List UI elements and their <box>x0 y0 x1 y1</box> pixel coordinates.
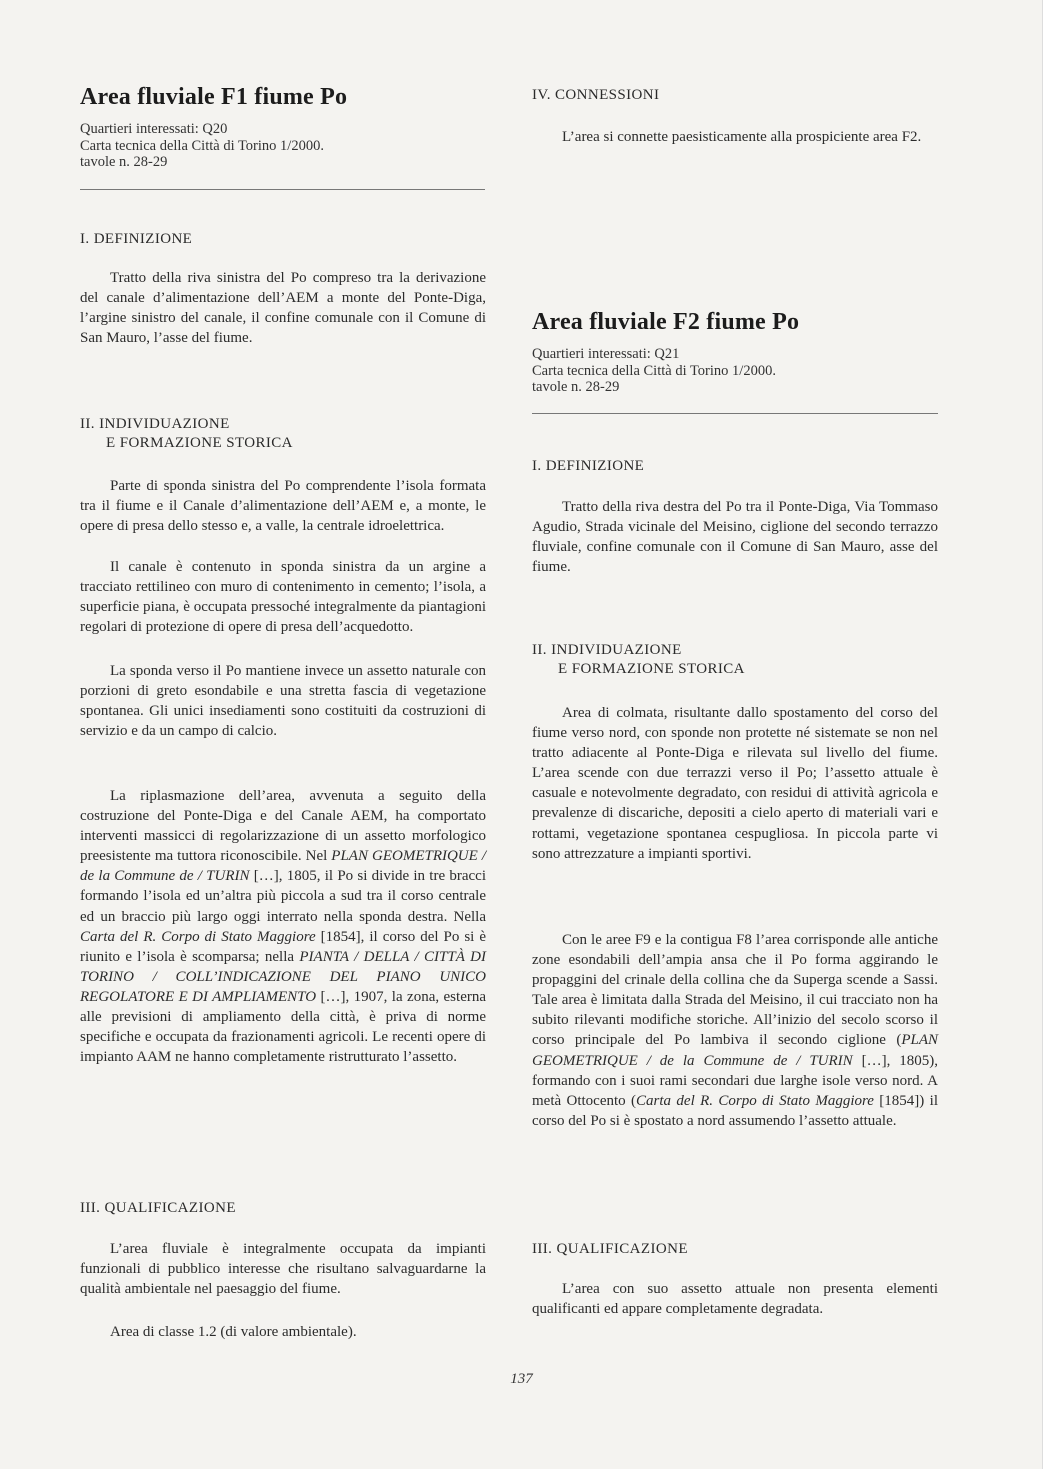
text-run: […], 1907, la zona, esterna alle previsioni di ampliamento della città, è priva di norme specifiche e occupata da frazionamenti agricoli. Le recenti opere di impianto AAM ne hanno completamente ristrutturato l’assetto. <box>80 988 487 1066</box>
paragraph-definizione: Tratto della riva sinistra del Po compreso tra la derivazione del canale d’alimentazione dell’AEM a monte del Ponte-Diga, l’argine sinistro del canale, il confine comunale con il Comune di San Mauro, l’asse del fiume. <box>80 270 486 347</box>
paragraph-qualificazione-2: Area di classe 1.2 (di valore ambientale). <box>110 1324 357 1340</box>
divider-rule <box>80 189 485 190</box>
heading-line-2: E FORMAZIONE STORICA <box>106 435 293 451</box>
paragraph-qualificazione-1: L’area fluviale è integralmente occupata da impianti funzionali di pubblico interesse che risultano salvaguardarne la qualità ambientale nel paesaggio del fiume. <box>80 1241 486 1298</box>
heading-definizione: I. DEFINIZIONE <box>532 458 645 474</box>
paragraph-qualificazione: L’area con suo assetto attuale non presenta elementi qualificanti ed appare completamente degradata. <box>532 1281 938 1318</box>
paragraph-individuazione-4 <box>80 786 486 1067</box>
text-run: [1854]) il corso del Po si è spostato a nord assumendo l’assetto attuale. <box>532 1092 938 1129</box>
paragraph-connessioni: L’area si connette paesisticamente alla prospiciente area F2. <box>562 129 922 145</box>
section-title-f2: Area fluviale F2 fiume Po <box>532 309 800 335</box>
meta-quartieri: Quartieri interessati: Q21 <box>532 346 680 362</box>
paragraph-individuazione-1: Parte di sponda sinistra del Po comprendente l’isola formata tra il fiume e il Canale d’alimentazione dell’AEM e, a monte, le opere di presa dello stesso e, a valle, la centrale idroelettrica. <box>80 478 486 535</box>
page-number: 137 <box>510 1371 533 1387</box>
paragraph-individuazione-2: Il canale è contenuto in sponda sinistra da un argine a tracciato rettilineo con muro di contenimento in cemento; l’isola, a superficie piana, è occupata pressoché integralmente da piantagioni regolari di protezione di opere di presa dell’acquedotto. <box>80 559 486 636</box>
meta-tavole: tavole n. 28-29 <box>80 154 168 170</box>
text-run: Con le aree F9 e la contigua F8 l’area corrisponde alle antiche zone esondabili dell’ampia ansa che il Po forma aggirando le propaggini del crinale della collina che da Superga scende a Sassi. Tale area è limitata dalla Strada del Meisino, il cui tracciato non ha subito rilevanti modifiche storiche. All’inizio del secolo scorso il corso principale del Po lambiva il secondo ciglione ( <box>532 932 938 1049</box>
meta-block-f2 <box>532 346 776 396</box>
paragraph-individuazione-2 <box>532 930 938 1131</box>
text-run: La riplasmazione dell’area, avvenuta a seguito della costruzione del Ponte-Diga e del Canale AEM, ha comportato interventi massicci di regolarizzazione di un assetto morfologico preesistente ma tuttora riconoscibile. Nel <box>80 788 486 865</box>
section-title-f1: Area fluviale F1 fiume Po <box>80 84 348 110</box>
citation-carta-corpo: Carta del R. Corpo di Stato Maggiore <box>80 928 316 945</box>
paragraph-individuazione-1: Area di colmata, risultante dallo spostamento del corso del fiume verso nord, con sponde non protette né sistemate se non nel tratto adiacente al Ponte-Diga e rilevata sul livello del fiume. L’area scende con due terrazzi verso il Po; l’assetto attuale è casuale e notevolmente degradato, con residui di attività agricola e prevalenze di discariche, depositi a cielo aperto di materiali vari e rottami, vegetazione spontanea cespugliosa. In piccola parte vi sono attrezzature a impianti sportivi. <box>532 705 938 862</box>
divider-rule <box>532 413 938 414</box>
meta-quartieri: Quartieri interessati: Q20 <box>80 121 228 137</box>
heading-qualificazione: III. QUALIFICAZIONE <box>532 1241 688 1257</box>
heading-line-1: II. INDIVIDUAZIONE <box>80 416 230 432</box>
heading-qualificazione: III. QUALIFICAZIONE <box>80 1200 236 1216</box>
citation-plan-geometrique: PLAN GEOMETRIQUE / de la Commune de / TURIN <box>80 848 486 885</box>
meta-carta: Carta tecnica della Città di Torino 1/2000. <box>532 362 776 379</box>
heading-line-1: II. INDIVIDUAZIONE <box>532 642 682 658</box>
heading-individuazione <box>532 641 745 679</box>
paragraph-definizione: Tratto della riva destra del Po tra il Ponte-Diga, Via Tommaso Agudio, Strada vicinale del Meisino, ciglione del secondo terrazzo fluviale, confine comunale con il Comune di San Mauro, asse del fiume. <box>532 499 938 576</box>
heading-connessioni: IV. CONNESSIONI <box>532 87 660 103</box>
text-run: [1854], il corso del Po si è riunito e l’isola è scomparsa; nella <box>80 928 486 965</box>
meta-carta: Carta tecnica della Città di Torino 1/2000. <box>80 137 324 154</box>
paragraph-individuazione-3: La sponda verso il Po mantiene invece un assetto naturale con porzioni di greto esondabile e una stretta fascia di vegetazione spontanea. Gli unici insediamenti sono costituiti da costruzioni di servizio e da un campo di calcio. <box>80 663 486 740</box>
heading-individuazione <box>80 415 293 453</box>
citation-pianta-citta: PIANTA / DELLA / CITTÀ DI TORINO / COLL’INDICAZIONE DEL PIANO UNICO REGOLATORE E DI AMPLIAMENTO <box>80 948 487 1005</box>
meta-tavole: tavole n. 28-29 <box>532 379 620 395</box>
heading-definizione: I. DEFINIZIONE <box>80 231 193 247</box>
heading-line-2: E FORMAZIONE STORICA <box>558 661 745 677</box>
text-run: […], 1805), formando con i suoi rami secondari due larghe isole verso nord. A metà Ottocento ( <box>532 1052 938 1109</box>
citation-plan-geometrique: PLAN GEOMETRIQUE / de la Commune de / TURIN <box>532 1032 938 1069</box>
citation-carta-corpo: Carta del R. Corpo di Stato Maggiore <box>636 1092 874 1109</box>
text-run: […], 1805, il Po si divide in tre bracci formando l’isola ed un’altra più piccola a sud tra il corso centrale ed un braccio più largo oggi interrato nella sponda destra. Nella <box>80 868 486 925</box>
meta-block-f1 <box>80 121 324 171</box>
